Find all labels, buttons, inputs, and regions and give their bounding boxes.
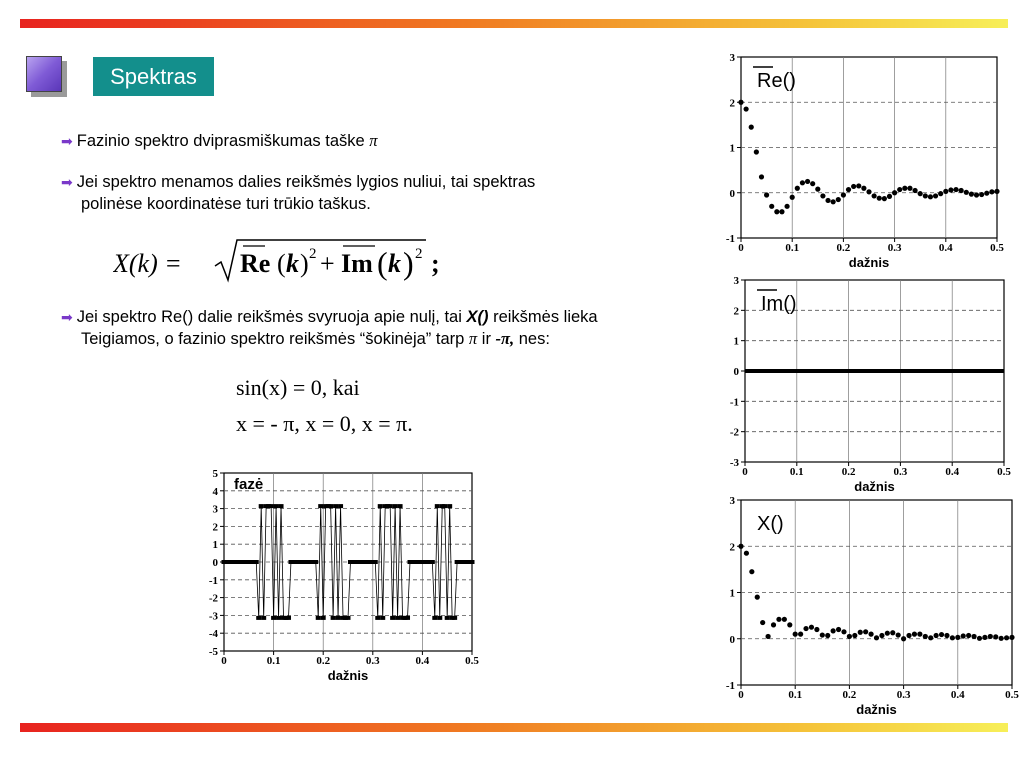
data-point xyxy=(390,616,395,620)
data-point xyxy=(286,616,291,620)
formula-k1: k xyxy=(286,249,299,278)
data-point xyxy=(782,617,787,622)
data-point xyxy=(790,195,795,200)
y-tick-label: 1 xyxy=(729,587,735,600)
data-point xyxy=(906,633,911,638)
y-tick-label: -1 xyxy=(725,680,735,692)
svg-text:2: 2 xyxy=(415,246,423,262)
data-point xyxy=(316,616,321,620)
x-tick-label: 0.2 xyxy=(836,242,851,254)
y-tick-label: 2 xyxy=(729,541,735,554)
magnitude-chart xyxy=(700,490,1024,726)
data-point xyxy=(831,199,836,204)
x-tick-label: 0.5 xyxy=(1005,689,1019,701)
data-point xyxy=(868,632,873,637)
data-point xyxy=(902,186,907,191)
y-tick-label: 2 xyxy=(729,97,735,110)
bullet-phase-jumps xyxy=(61,306,598,350)
data-point xyxy=(948,187,953,192)
data-point xyxy=(912,632,917,637)
data-point xyxy=(798,632,803,637)
data-point xyxy=(912,188,917,193)
pi-symbol: π xyxy=(369,131,378,150)
y-tick-label: 0 xyxy=(729,187,735,200)
data-point xyxy=(430,560,435,564)
sin-formula-line1: sin(x) = 0, kai xyxy=(236,375,360,400)
y-tick-label: -3 xyxy=(729,457,739,469)
data-point xyxy=(452,616,457,620)
y-tick-label: 3 xyxy=(729,495,735,507)
data-point xyxy=(805,179,810,184)
data-point xyxy=(435,504,440,508)
data-point xyxy=(738,544,743,549)
data-point xyxy=(393,504,398,508)
arrow-icon: ➡ xyxy=(61,174,73,190)
data-point xyxy=(271,616,276,620)
x-tick-label: 0.4 xyxy=(945,466,960,478)
data-point xyxy=(917,632,922,637)
bullet-text-line1c: reikšmės lieka xyxy=(488,308,598,326)
arrow-icon: ➡ xyxy=(61,133,73,149)
data-point xyxy=(918,191,923,196)
x-tick-label: 0 xyxy=(738,242,744,254)
data-point xyxy=(338,504,343,508)
data-point xyxy=(901,636,906,641)
data-point xyxy=(771,622,776,627)
data-point xyxy=(882,196,887,201)
magnitude-formula xyxy=(113,236,453,295)
x-tick-label: 0.3 xyxy=(887,242,902,254)
data-point xyxy=(923,193,928,198)
data-point xyxy=(779,209,784,214)
x-tick-label: 0 xyxy=(738,689,744,701)
bullet-text: Fazinio spektro dviprasmiškumas taške xyxy=(76,132,370,150)
data-point xyxy=(769,204,774,209)
data-point xyxy=(378,504,383,508)
data-point xyxy=(814,627,819,632)
x-tick-label: 0.3 xyxy=(365,655,380,667)
svg-text:2: 2 xyxy=(309,246,317,262)
y-tick-label: 1 xyxy=(733,335,739,348)
data-point xyxy=(988,634,993,639)
data-point xyxy=(841,192,846,197)
chart-title: fazė xyxy=(234,476,264,493)
data-point xyxy=(259,504,264,508)
x-tick-label: 0.2 xyxy=(842,689,857,701)
y-tick-label: -2 xyxy=(729,426,739,439)
data-point xyxy=(944,633,949,638)
data-point xyxy=(928,635,933,640)
data-point xyxy=(979,192,984,197)
data-point xyxy=(831,628,836,633)
x-tick-label: 0.2 xyxy=(841,466,856,478)
data-point xyxy=(964,190,969,195)
data-point xyxy=(405,616,410,620)
data-point xyxy=(955,635,960,640)
pi-symbol: π xyxy=(468,329,478,348)
data-point xyxy=(939,632,944,637)
data-point xyxy=(851,184,856,189)
x-axis-label: dažnis xyxy=(327,668,369,683)
y-tick-label: 2 xyxy=(212,521,218,534)
x-tick-label: 0.4 xyxy=(415,655,430,667)
data-point xyxy=(825,198,830,203)
data-point xyxy=(787,622,792,627)
re-chart xyxy=(700,45,1020,280)
svg-text:+: + xyxy=(320,249,335,278)
data-point xyxy=(269,504,274,508)
data-point xyxy=(836,197,841,202)
y-tick-label: -1 xyxy=(729,396,739,409)
bullet-phase-ambiguity xyxy=(61,130,378,152)
data-point xyxy=(887,194,892,199)
phase-chart xyxy=(195,462,485,694)
bullet-text-line1: Jei spektro menamos dalies reikšmės lygios nuliui, tai spektras xyxy=(76,173,536,191)
data-point xyxy=(313,560,318,564)
y-tick-label: -1 xyxy=(725,233,735,245)
data-point xyxy=(774,209,779,214)
data-point xyxy=(999,636,1004,641)
data-point xyxy=(744,106,749,111)
data-point xyxy=(336,616,341,620)
data-point xyxy=(847,634,852,639)
data-point xyxy=(766,634,771,639)
data-point xyxy=(971,634,976,639)
magnitude-formula-svg xyxy=(113,236,453,288)
data-point xyxy=(759,174,764,179)
data-point xyxy=(890,630,895,635)
bullet-text-line2: Teigiamos, o fazinio spektro reikšmės “šokinėja” tarp π ir -π, nes: xyxy=(81,329,550,348)
x-tick-label: 0.5 xyxy=(997,466,1011,478)
x-axis-label: dažnis xyxy=(848,255,890,270)
formula-lhs: X(k) = xyxy=(113,249,182,278)
data-point xyxy=(784,204,789,209)
svg-text:): ) xyxy=(300,249,309,278)
data-point xyxy=(803,626,808,631)
data-point xyxy=(744,551,749,556)
x-axis-label: dažnis xyxy=(856,702,897,717)
data-point xyxy=(874,635,879,640)
y-tick-label: 3 xyxy=(729,52,735,64)
data-point xyxy=(749,125,754,130)
data-point xyxy=(815,187,820,192)
data-point xyxy=(764,192,769,197)
data-point xyxy=(776,617,781,622)
data-point xyxy=(432,616,437,620)
y-tick-label: -2 xyxy=(208,592,218,605)
x-tick-label: 0 xyxy=(221,655,227,667)
data-point xyxy=(934,633,939,638)
data-point xyxy=(1004,635,1009,640)
minus-pi-symbol: -π, xyxy=(495,329,515,348)
data-point xyxy=(974,192,979,197)
chart-title: X() xyxy=(757,513,784,535)
data-point xyxy=(276,616,281,620)
y-tick-label: 2 xyxy=(733,305,739,318)
x-tick-label: 0.5 xyxy=(465,655,479,667)
data-point xyxy=(959,188,964,193)
y-tick-label: 4 xyxy=(212,485,218,498)
data-point xyxy=(953,187,958,192)
data-point xyxy=(863,629,868,634)
x-tick-label: 0.1 xyxy=(266,655,281,667)
data-point xyxy=(749,569,754,574)
im-chart xyxy=(700,270,1020,500)
data-point xyxy=(375,616,380,620)
data-point xyxy=(892,190,897,195)
x-tick-label: 0.3 xyxy=(896,689,911,701)
data-point xyxy=(470,560,475,564)
x-tick-label: 0.5 xyxy=(990,242,1004,254)
data-point xyxy=(984,191,989,196)
data-point xyxy=(738,100,743,105)
data-point xyxy=(256,616,261,620)
bullet-text-x: X() xyxy=(466,308,489,326)
y-tick-label: 3 xyxy=(733,275,739,287)
data-point xyxy=(977,636,982,641)
data-point xyxy=(254,560,259,564)
data-point xyxy=(331,616,336,620)
x-axis-label: dažnis xyxy=(854,479,895,494)
data-point xyxy=(861,186,866,191)
data-point xyxy=(836,627,841,632)
y-tick-label: 1 xyxy=(729,142,735,155)
data-point xyxy=(933,193,938,198)
y-tick-label: 0 xyxy=(212,557,218,569)
data-point xyxy=(852,633,857,638)
y-tick-label: 1 xyxy=(212,539,218,552)
data-point xyxy=(879,633,884,638)
data-point xyxy=(989,189,994,194)
x-tick-label: 0.4 xyxy=(950,689,965,701)
sin-formula-line2: x = - π, x = 0, x = π. xyxy=(236,411,413,436)
data-point xyxy=(923,634,928,639)
data-point xyxy=(388,504,393,508)
x-tick-label: 0 xyxy=(742,466,748,478)
data-point xyxy=(938,191,943,196)
top-gradient-bar xyxy=(20,19,1008,28)
formula-k2: k xyxy=(388,249,401,278)
data-point xyxy=(398,504,403,508)
formula-im: Im xyxy=(341,249,373,278)
data-point xyxy=(321,616,326,620)
data-point xyxy=(380,616,385,620)
title-square-icon xyxy=(26,56,62,92)
data-point xyxy=(897,187,902,192)
data-point xyxy=(966,633,971,638)
data-point xyxy=(793,632,798,637)
data-point xyxy=(437,616,442,620)
data-point xyxy=(872,193,877,198)
data-point xyxy=(877,196,882,201)
data-point xyxy=(866,189,871,194)
data-point xyxy=(795,186,800,191)
data-point xyxy=(328,504,333,508)
data-point xyxy=(810,181,815,186)
data-point xyxy=(993,634,998,639)
x-tick-label: 0.1 xyxy=(789,466,804,478)
data-point xyxy=(846,187,851,192)
y-tick-label: -1 xyxy=(208,574,218,587)
x-tick-label: 0.1 xyxy=(785,242,800,254)
data-point xyxy=(969,192,974,197)
y-tick-label: 0 xyxy=(729,633,735,646)
data-point xyxy=(858,630,863,635)
data-point xyxy=(994,189,999,194)
data-point xyxy=(447,504,452,508)
data-point xyxy=(907,186,912,191)
chart-title: Re() xyxy=(757,70,796,92)
svg-text:): ) xyxy=(403,245,414,281)
y-tick-label: -5 xyxy=(208,646,218,658)
data-point xyxy=(261,616,266,620)
bullet-text-line1a: Jei spektro Re() dalie reikšmės svyruoja apie nulį, tai xyxy=(76,308,467,326)
data-point xyxy=(800,180,805,185)
y-tick-label: 3 xyxy=(212,503,218,516)
bullet-text-line2: polinėse koordinatėse turi trūkio taškus. xyxy=(81,195,371,213)
data-point xyxy=(346,616,351,620)
x-tick-label: 0.4 xyxy=(938,242,953,254)
data-point xyxy=(333,504,338,508)
data-point xyxy=(943,189,948,194)
data-point xyxy=(928,194,933,199)
y-tick-label: 0 xyxy=(733,366,739,378)
data-point xyxy=(754,149,759,154)
data-point xyxy=(825,633,830,638)
data-point xyxy=(279,504,284,508)
data-point xyxy=(318,504,323,508)
sin-zero-formula xyxy=(236,370,413,442)
data-point xyxy=(395,616,400,620)
x-tick-label: 0.2 xyxy=(316,655,331,667)
data-point xyxy=(373,560,378,564)
data-point xyxy=(760,620,765,625)
y-tick-label: 5 xyxy=(212,468,218,480)
data-point xyxy=(820,193,825,198)
formula-end: ; xyxy=(431,249,440,278)
x-tick-label: 0.1 xyxy=(788,689,803,701)
data-point xyxy=(856,183,861,188)
data-point xyxy=(274,504,279,508)
y-tick-label: -4 xyxy=(208,628,218,641)
data-point xyxy=(1009,635,1014,640)
y-tick-label: -3 xyxy=(208,610,218,623)
svg-text:(: ( xyxy=(377,245,388,281)
x-tick-label: 0.3 xyxy=(893,466,908,478)
data-point xyxy=(820,632,825,637)
data-point xyxy=(442,504,447,508)
data-point xyxy=(950,635,955,640)
formula-re: Re xyxy=(240,249,271,278)
data-point xyxy=(445,616,450,620)
data-point xyxy=(809,625,814,630)
data-point xyxy=(982,635,987,640)
slide-title: Spektras xyxy=(93,57,214,96)
chart-title: Im() xyxy=(761,293,797,315)
arrow-icon: ➡ xyxy=(61,309,73,325)
data-point xyxy=(755,595,760,600)
data-point xyxy=(885,631,890,636)
data-point xyxy=(961,633,966,638)
svg-text:(: ( xyxy=(277,249,286,278)
data-point xyxy=(896,632,901,637)
bullet-discontinuity xyxy=(61,171,535,215)
data-point xyxy=(841,629,846,634)
